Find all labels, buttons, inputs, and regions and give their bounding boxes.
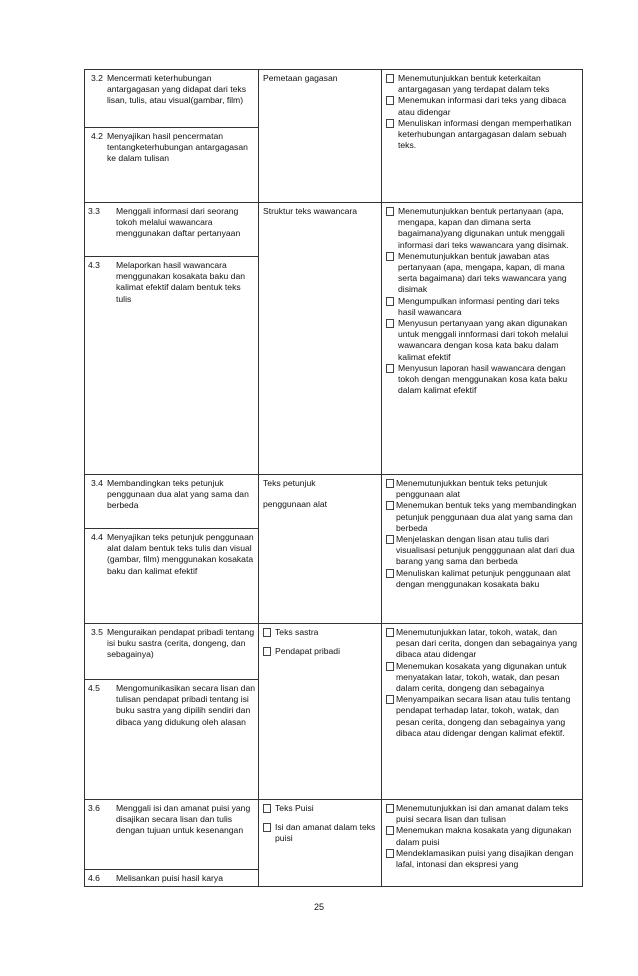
kd-cell bbox=[85, 475, 259, 624]
kd-number: 4.3 bbox=[88, 260, 100, 270]
kd-table bbox=[84, 69, 583, 887]
list-item bbox=[386, 118, 578, 152]
list-item bbox=[386, 363, 578, 397]
bullet-box-icon bbox=[386, 96, 394, 105]
bullet-box-icon bbox=[386, 804, 394, 813]
indikator-text: Menemutunjukkan bentuk teks petunjuk penggunaan alat bbox=[396, 478, 548, 500]
indikator-text: Menyampaikan secara lisan atau tulis tentang pendapat terhadap latar, tokoh, watak, dan pesan cerita, dongeng dan sebagainya yang dibaca atau didengar dengan kalimat efektif. bbox=[396, 694, 571, 738]
materi-text: Teks Puisi bbox=[275, 803, 314, 813]
table-row bbox=[85, 624, 583, 800]
kd-item bbox=[85, 203, 258, 256]
kd-number: 3.5 bbox=[91, 627, 103, 637]
list-item bbox=[386, 534, 578, 568]
materi-text: Teks petunjuk bbox=[263, 478, 316, 488]
list-item bbox=[386, 251, 578, 296]
list-item bbox=[386, 296, 578, 318]
list-item bbox=[386, 206, 578, 251]
bullet-box-icon bbox=[386, 74, 394, 83]
kd-cell bbox=[85, 624, 259, 800]
bullet-box-icon bbox=[386, 501, 394, 510]
list-item bbox=[386, 803, 578, 825]
kd-number: 4.2 bbox=[91, 131, 103, 141]
indikator-cell bbox=[382, 203, 583, 475]
materi-text: Struktur teks wawancara bbox=[263, 206, 358, 216]
bullet-box-icon bbox=[386, 479, 394, 488]
indikator-text: Menemukan bentuk teks yang membandingkan petunjuk penggunaan dua alat yang sama dan berbeda bbox=[396, 500, 577, 533]
list-item bbox=[263, 627, 377, 640]
materi-text: Isi dan amanat dalam teks puisi bbox=[275, 822, 376, 844]
kd-number: 4.6 bbox=[88, 873, 100, 883]
indikator-text: Mendeklamasikan puisi yang disajikan dengan lafal, intonasi dan ekspresi yang bbox=[396, 847, 574, 870]
kd-cell bbox=[85, 203, 259, 475]
bullet-box-icon bbox=[386, 319, 394, 328]
list-item bbox=[386, 627, 578, 661]
bullet-box-icon bbox=[386, 207, 394, 216]
indikator-text: Menjelaskan dengan lisan atau tulis dari visualisasi petunjuk pengggunaan alat dari dua barang yang sama dan berbeda bbox=[396, 534, 575, 567]
bullet-box-icon bbox=[386, 364, 394, 373]
indikator-text: Mengumpulkan informasi penting dari teks hasil wawancara bbox=[398, 295, 560, 317]
bullet-box-icon bbox=[386, 119, 394, 128]
table-row bbox=[85, 475, 583, 624]
list-item bbox=[386, 95, 578, 117]
kd-text: Mencermati keterhubungan antargagasan yang didapat dari teks lisan, tulis, atau visual(gambar, film) bbox=[106, 73, 246, 106]
page-number: 25 bbox=[313, 902, 324, 912]
bullet-box-icon bbox=[386, 535, 394, 544]
materi-text: Pendapat pribadi bbox=[275, 646, 340, 657]
indikator-text: Menyusun laporan hasil wawancara dengan tokoh dengan menggunakan kosa kata baku dalam kalimat efektif bbox=[398, 362, 568, 396]
indikator-text: Menemutunjukkan bentuk keterkaitan antargagasan yang terdapat dalam teks bbox=[398, 73, 550, 95]
kd-item bbox=[85, 528, 258, 579]
kd-text: Menguraikan pendapat pribadi tentang isi buku sastra (cerita, dongeng, dan sebagainya) bbox=[106, 627, 255, 660]
materi-text: penggunaan alat bbox=[263, 499, 328, 510]
materi-text: Pemetaan gagasan bbox=[263, 73, 338, 83]
kd-item bbox=[85, 256, 258, 307]
indikator-text: Menemutunjukkan latar, tokoh, watak, dan pesan dari cerita, dongen dan sebagainya yang dibaca atau didengar bbox=[396, 627, 578, 660]
kd-cell bbox=[85, 800, 259, 887]
kd-text: Menyajikan hasil pencermatan tentangketerhubungan antargagasan ke dalam tulisan bbox=[106, 131, 248, 164]
indikator-cell bbox=[382, 70, 583, 203]
kd-number: 3.4 bbox=[91, 478, 103, 488]
indikator-list bbox=[382, 475, 582, 594]
kd-text: Menggali informasi dari seorang tokoh melalui wawancara menggunakan daftar pertanyaan bbox=[116, 206, 241, 239]
indikator-list bbox=[382, 203, 582, 400]
indikator-cell bbox=[382, 624, 583, 800]
kd-number: 3.6 bbox=[88, 803, 100, 813]
indikator-text: Menemutunjukkan bentuk jawaban atas pertanyaan (apa, mengapa, kapan, di mana serta bagaimana) dari teks wawancara yang disimak bbox=[398, 250, 567, 295]
indikator-list bbox=[382, 800, 582, 874]
list-item bbox=[386, 825, 578, 847]
list-item bbox=[386, 478, 578, 500]
kd-text: Melisankan puisi hasil karya bbox=[116, 873, 223, 883]
indikator-text: Menemutunjukkan isi dan amanat dalam teks puisi secara lisan dan tulisan bbox=[396, 803, 569, 825]
materi-text: Teks sastra bbox=[275, 627, 319, 637]
kd-item bbox=[85, 624, 258, 679]
table-row bbox=[85, 70, 583, 203]
materi-cell bbox=[259, 475, 382, 624]
indikator-text: Menuliskan kalimat petunjuk penggunaan alat dengan menggunakan kosakata baku bbox=[396, 567, 571, 589]
indikator-text: Menyusun pertanyaan yang akan digunakan untuk menggali innformasi dari tokoh melalui wawancara dengan kosa kata baku dalam kalimat efektif bbox=[398, 318, 569, 362]
list-item bbox=[263, 803, 377, 816]
indikator-list bbox=[382, 624, 582, 743]
bullet-box-icon bbox=[386, 695, 394, 704]
indikator-text: Menemukan kosakata yang digunakan untuk menyatakan latar, tokoh, watak, dan pesan dalam cerita, dongeng dan sebagainya bbox=[396, 660, 567, 694]
bullet-box-icon bbox=[263, 628, 271, 637]
kd-item bbox=[85, 127, 258, 167]
kd-number: 4.5 bbox=[88, 683, 100, 693]
indikator-text: Menuliskan informasi dengan memperhatikan keterhubungan antargagasan dalam sebuah teks. bbox=[398, 117, 572, 151]
kd-item bbox=[85, 70, 258, 127]
kd-text: Melaporkan hasil wawancara menggunakan kosakata baku dan kalimat efektif dalam bentuk teks tulis bbox=[116, 260, 246, 304]
list-item bbox=[386, 73, 578, 95]
materi-cell bbox=[259, 70, 382, 203]
bullet-box-icon bbox=[263, 804, 271, 813]
list-item bbox=[386, 661, 578, 695]
list-item bbox=[386, 694, 578, 739]
kd-number: 3.2 bbox=[91, 73, 103, 83]
bullet-box-icon bbox=[386, 662, 394, 671]
indikator-cell bbox=[382, 475, 583, 624]
kd-item bbox=[85, 475, 258, 528]
kd-text: Menggali isi dan amanat puisi yang disajikan secara lisan dan tulis dengan tujuan untuk kesenangan bbox=[116, 803, 251, 836]
indikator-list bbox=[382, 70, 582, 155]
list-item bbox=[263, 822, 377, 844]
kd-text: Menyajikan teks petunjuk penggunaan alat dalam bentuk teks tulis dan visual (gambar, film) menggunakan kosakata baku dan kalimat efektif bbox=[106, 532, 254, 576]
bullet-box-icon bbox=[386, 297, 394, 306]
kd-number: 4.4 bbox=[91, 532, 103, 542]
list-item bbox=[386, 500, 578, 534]
materi-cell bbox=[259, 800, 382, 887]
bullet-box-icon bbox=[386, 826, 394, 835]
table-row bbox=[85, 203, 583, 475]
table-row bbox=[85, 800, 583, 887]
indikator-text: Menemukan makna kosakata yang digunakan dalam puisi bbox=[396, 825, 572, 847]
bullet-box-icon bbox=[386, 569, 394, 578]
kd-number: 3.3 bbox=[88, 206, 100, 216]
materi-cell bbox=[259, 203, 382, 475]
indikator-text: Menemukan informasi dari teks yang dibaca atau didengar bbox=[398, 95, 567, 117]
list-item bbox=[263, 646, 377, 659]
kd-text: Mengomunikasikan secara lisan dan tulisan pendapat pribadi tentang isi buku sastra yang dipilih sendiri dan dibaca yang didukung oleh alasan bbox=[116, 683, 256, 727]
bullet-box-icon bbox=[386, 628, 394, 637]
list-item bbox=[386, 318, 578, 363]
kd-text: Membandingkan teks petunjuk penggunaan dua alat yang sama dan berbeda bbox=[106, 478, 249, 511]
bullet-box-icon bbox=[386, 252, 394, 261]
bullet-box-icon bbox=[386, 849, 394, 858]
bullet-box-icon bbox=[263, 647, 271, 656]
bullet-box-icon bbox=[263, 823, 271, 832]
indikator-text: Menemutunjukkan bentuk pertanyaan (apa, mengapa, kapan dan dimana serta bagaimana)yang digunakan untuk menggali informasi dari teks wawancara yang disimak. bbox=[398, 206, 569, 250]
materi-cell bbox=[259, 624, 382, 800]
kd-item bbox=[85, 800, 258, 869]
kd-item bbox=[85, 679, 258, 730]
list-item bbox=[386, 848, 578, 870]
list-item bbox=[386, 568, 578, 590]
indikator-cell bbox=[382, 800, 583, 887]
kd-item bbox=[85, 869, 258, 886]
kd-cell bbox=[85, 70, 259, 203]
